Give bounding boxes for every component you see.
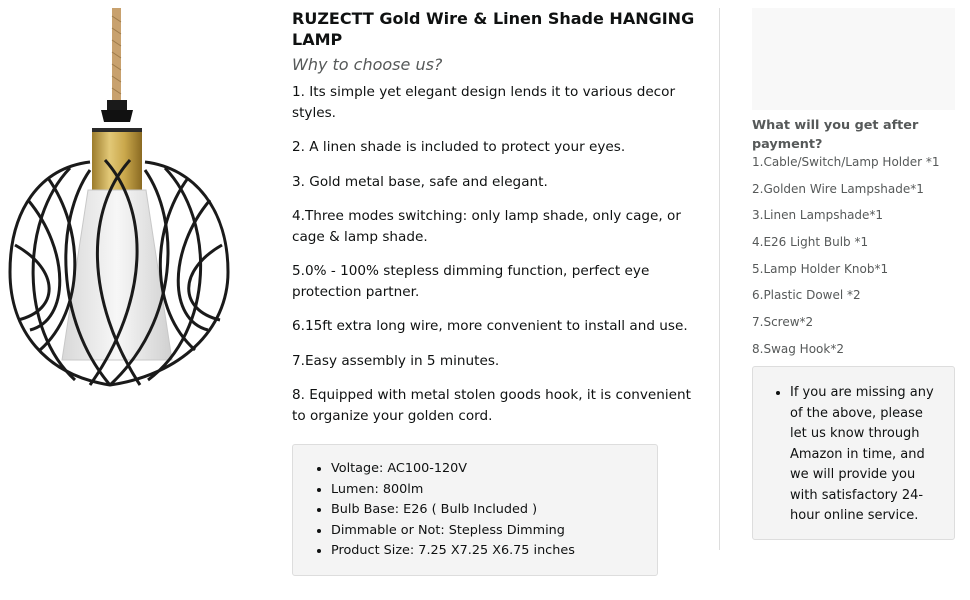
product-description <box>292 8 697 440</box>
spec-item: • Bulb Base: E26 ( Bulb Included ) <box>331 500 657 521</box>
package-item: 4.E26 Light Bulb *1 <box>752 235 869 250</box>
feature-item: 4.Three modes switching: only lamp shade, only cage, or cage & lamp shade. <box>292 208 681 245</box>
feature-item: 8. Equipped with metal stolen goods hook, it is convenient to organize your golden cord. <box>292 387 691 424</box>
package-item: 6.Plastic Dowel *2 <box>752 288 861 303</box>
package-list <box>752 152 962 366</box>
package-item: 1.Cable/Switch/Lamp Holder *1 <box>752 155 940 169</box>
feature-item: 6.15ft extra long wire, more convenient to install and use. <box>292 318 688 334</box>
package-heading: What will you get after payment? <box>752 118 919 152</box>
package-image-placeholder <box>752 8 955 110</box>
spec-item: • Voltage: AC100-120V <box>331 459 657 480</box>
note-text: • If you are missing any of the above, please let us know through Amazon in time, and we will provide you with satisfactory 24-hour online service. <box>790 383 942 527</box>
feature-item: 2. A linen shade is included to protect your eyes. <box>292 139 626 155</box>
package-item: 3.Linen Lampshade*1 <box>752 208 884 223</box>
spec-item: • Product Size: 7.25 X7.25 X6.75 inches <box>331 541 657 562</box>
feature-item: 3. Gold metal base, safe and elegant. <box>292 173 548 190</box>
feature-item: 5.0% - 100% stepless dimming function, perfect eye protection partner. <box>292 263 650 300</box>
product-title: RUZECTT Gold Wire & Linen Shade HANGING LAMP <box>292 9 695 49</box>
spec-item: • Dimmable or Not: Stepless Dimming <box>331 521 657 542</box>
pendant-lamp-image <box>0 0 240 400</box>
feature-list <box>292 82 697 426</box>
why-choose-us-heading: Why to choose us? <box>292 55 443 74</box>
spec-item: • Lumen: 800lm <box>331 480 657 501</box>
specifications-box <box>292 444 658 576</box>
package-item: 8.Swag Hook*2 <box>752 341 844 356</box>
column-divider <box>719 8 720 550</box>
spec-list <box>293 445 657 562</box>
package-item: 5.Lamp Holder Knob*1 <box>752 261 889 276</box>
feature-item: 1. Its simple yet elegant design lends it to various decor styles. <box>292 84 676 121</box>
missing-items-note-box <box>752 366 955 540</box>
feature-item: 7.Easy assembly in 5 minutes. <box>292 352 500 369</box>
note-list <box>753 367 954 527</box>
package-item: 7.Screw*2 <box>752 315 814 330</box>
package-item: 2.Golden Wire Lampshade*1 <box>752 181 924 196</box>
